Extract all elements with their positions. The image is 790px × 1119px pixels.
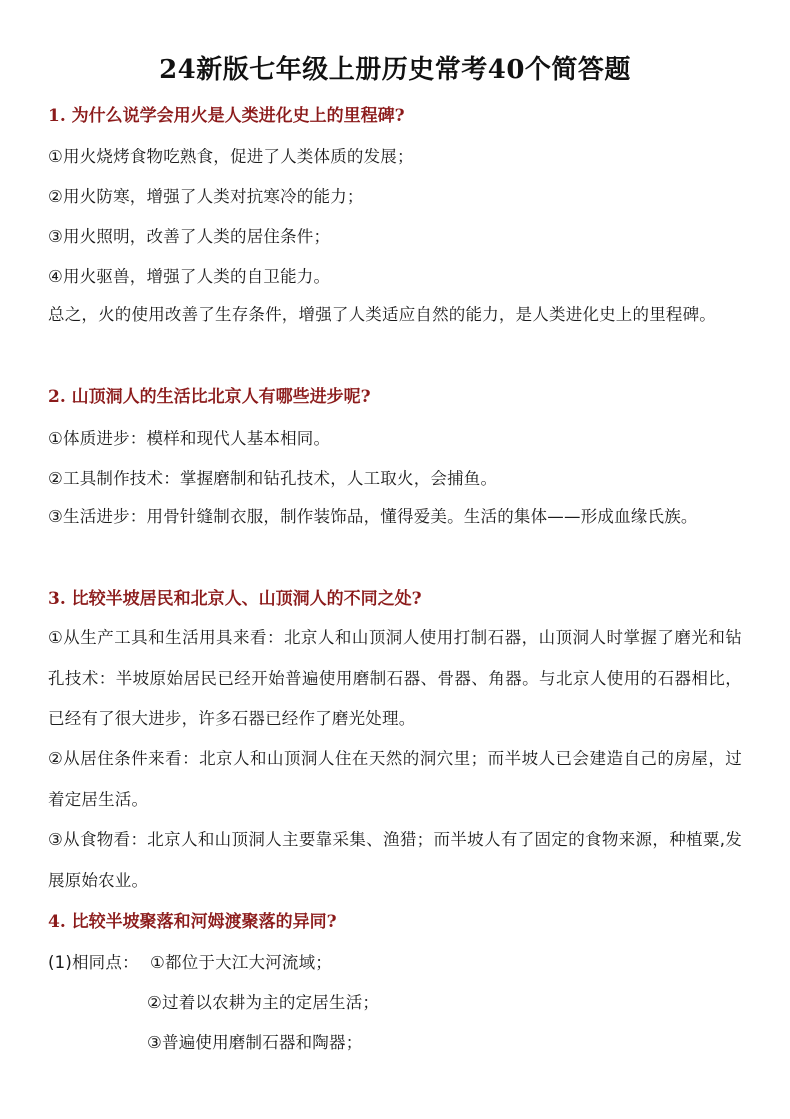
q1-answer-3: ③用火照明，改善了人类的居住条件； xyxy=(48,227,331,246)
q2-answer-2: ②工具制作技术：掌握磨制和钻孔技术，人工取火，会捕鱼。 xyxy=(48,469,498,488)
q3-answer-1: ①从生产工具和生活用具来看：北京人和山顶洞人使用打制石器，山顶洞人时掌握了磨光和钻孔技术：半坡原始居民已经开始普遍使用磨制石器、骨器、角器。与北京人使用的石器相比，已经有了很大进步，许多石器已经作了磨光处理。 xyxy=(48,628,742,728)
q2-answer-3: ③生活进步：用骨针缝制衣服，制作装饰品，懂得爱美。生活的集体——形成血缘氏族。 xyxy=(48,507,698,526)
q1-answer-1: ①用火烧烤食物吃熟食，促进了人类体质的发展； xyxy=(48,147,414,166)
page-title: 24新版七年级上册历史常考40个简答题 xyxy=(159,55,631,85)
q3-answer-3: ③从食物看：北京人和山顶洞人主要靠采集、渔猎；而半坡人有了固定的食物来源，种植粟,发展原始农业。 xyxy=(48,830,742,890)
question-4-heading: 4. 比较半坡聚落和河姆渡聚落的异同? xyxy=(48,912,337,932)
question-3-heading: 3. 比较半坡居民和北京人、山顶洞人的不同之处? xyxy=(48,589,422,609)
q1-answer-4: ④用火驱兽，增强了人类的自卫能力。 xyxy=(48,267,331,286)
q4-similarity-1: ①都位于大江大河流域； xyxy=(150,953,332,972)
question-2-heading: 2. 山顶洞人的生活比北京人有哪些进步呢? xyxy=(48,387,371,407)
question-1-heading: 1. 为什么说学会用火是人类进化史上的里程碑? xyxy=(48,106,405,126)
q4-similarity-3: ③普遍使用磨制石器和陶器； xyxy=(147,1033,363,1052)
q2-answer-1: ①体质进步：模样和现代人基本相同。 xyxy=(48,429,331,448)
q1-answer-2: ②用火防寒，增强了人类对抗寒冷的能力； xyxy=(48,187,364,206)
q4-similarity-2: ②过着以农耕为主的定居生活； xyxy=(147,993,380,1012)
q1-summary: 总之，火的使用改善了生存条件，增强了人类适应自然的能力，是人类进化史上的里程碑。 xyxy=(48,305,716,324)
q4-similarities-label: (1)相同点： xyxy=(48,953,139,972)
q3-answer-2: ②从居住条件来看：北京人和山顶洞人住在天然的洞穴里；而半坡人已会建造自己的房屋，过着定居生活。 xyxy=(48,749,742,809)
